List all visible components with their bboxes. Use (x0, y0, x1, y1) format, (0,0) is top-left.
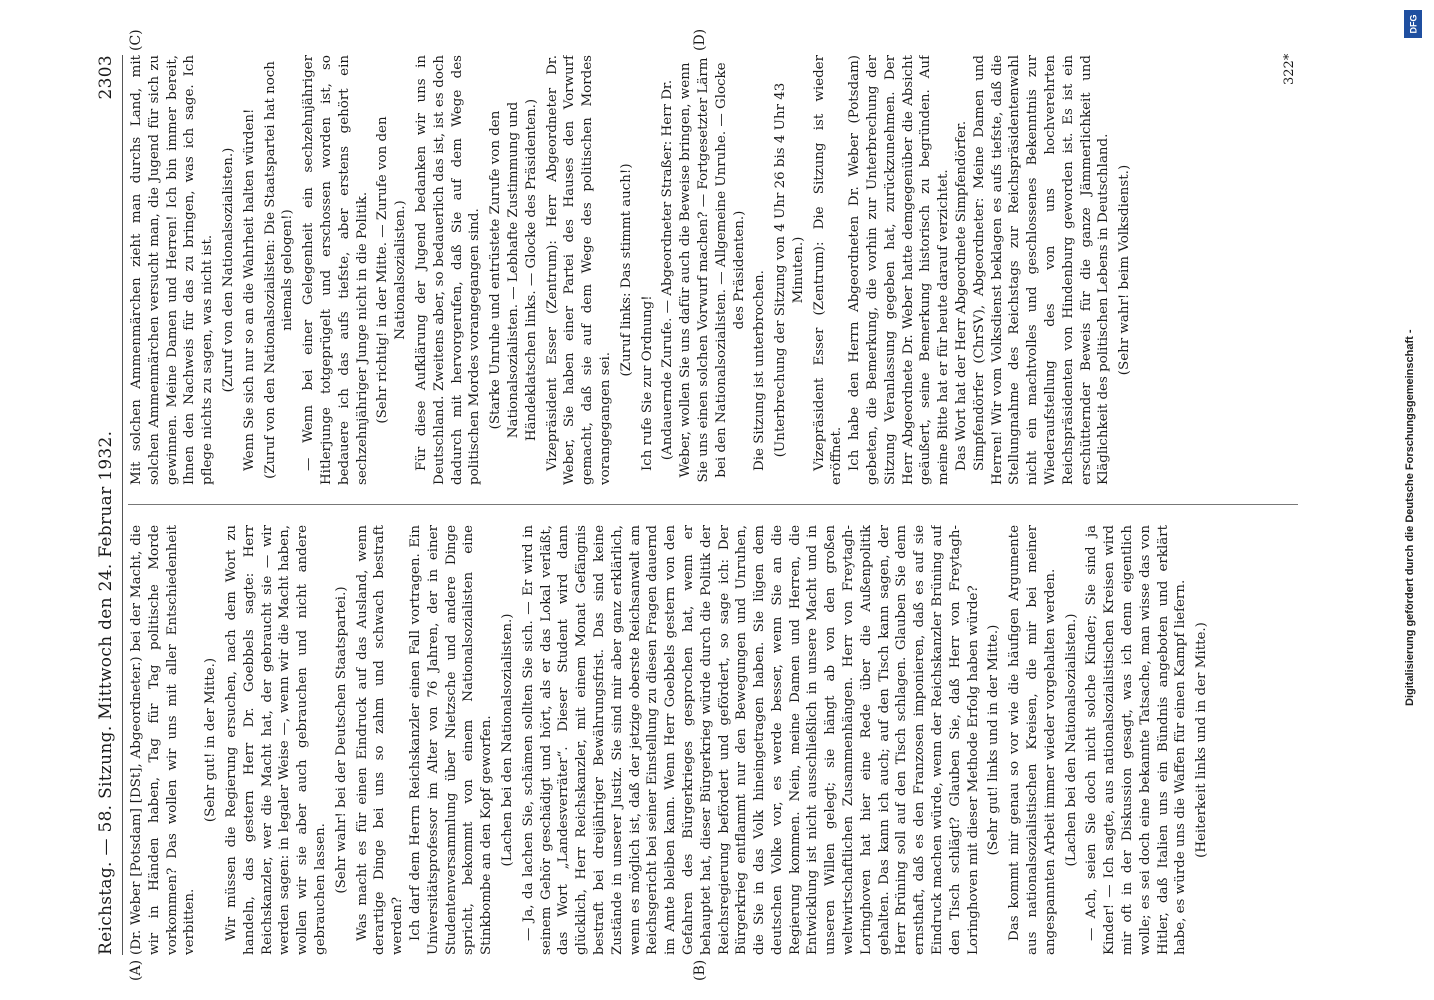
interjection: (Unterbrechung der Sitzung von 4 Uhr 26 bis 4 Uhr 43 Minuten.) (773, 82, 806, 458)
paragraph: Vizepräsident Esser (Zentrum): Herr Abgeordneter Dr. Weber, Sie haben einer Partei des Hauses den Vorwurf gemacht, daß sie auf dem Wege des politischen Mordes vorangegangen sei. (544, 55, 613, 485)
paragraph: Mit solchen Ammenmärchen zieht man durchs Land, mit solchen Ammenmärchen versucht man, die Jugend für sich zu gewinnen. Meine Damen und Herren! Ich bin immer bereit, Ihnen den Nachweis für das zu bringen, was ich sage. Ich pflege nichts zu sagen, was nicht ist. (129, 55, 216, 485)
interjection: (Lachen bei den Nationalsozialisten.) (499, 613, 515, 867)
paragraph: Simpfendörfer (ChrSV), Abgeordneter: Meine Damen und Herren! Wir vom Volksdienst beklagen es aufs tiefste, daß die Stellungnahme des Reichstags zur Reichspräsidentenwahl nicht ein machtvolles und geschlossenes Bekenntnis zur Wiederaufstellung des von uns hochverehrten Reichspräsidenten von Hindenburg geworden ist. Es ist ein erschütternder Beweis für die ganze Jämmerlichkeit und Kläglichkeit des politischen Lebens in Deutschland. (971, 55, 1112, 485)
paragraph: Ich darf dem Herrn Reichskanzler einen Fall vortragen. Ein Universitätsprofessor im Alter von 76 Jahren, der in einer Studentenversammlung über Nietzsche und andere Dinge spricht, bekommt von einem Nationalsozialisten eine Stinkbombe an den Kopf geworfen. (407, 525, 495, 955)
margin-letter-a: (A) (128, 959, 144, 981)
interjection: (Zuruf von den Nationalsozialisten.) (220, 147, 236, 393)
paragraph: Was macht es für einen Eindruck auf das Ausland, wenn derartige Dinge bei uns so zahm und schwach bestraft werden? (354, 525, 406, 955)
interjection: (Zuruf links: Das stimmt auch!) (618, 163, 634, 377)
interjection: (Andauernde Zurufe. — Abgeordneter Straßer: Herr Dr. Weber, wollen Sie uns dafür auch die Beweise bringen, wenn Sie uns einen solchen Vorwurf machen? — Fortgesetzter Lärm bei den Nationalsozialisten. — Allgemeine Unruhe. — Glocke des Präsidenten.) (660, 57, 747, 483)
column-divider (128, 504, 1298, 505)
dfg-watermark-text: Digitalisierung gefördert durch die Deutsche Forschungsgemeinschaft - (1404, 329, 1416, 706)
paragraph: (Dr. Weber [Potsdam] [DSt], Abgeordneter.) bei der Macht, die wir in Händen haben, Tag für Tag politische Morde vorkommen? Das wollen wir uns mit aller Entschiedenheit verbitten. (129, 525, 198, 955)
dfg-watermark (1400, 6, 1426, 996)
left-column (128, 525, 1308, 955)
rotated-page (92, 28, 1307, 981)
paragraph: — Ach, seien Sie doch nicht solche Kinder; Sie sind ja Kinder! — Ich sagte, aus nationalsozialistischen Kreisen wird mir oft in der Diskussion gesagt, was ich denn eigentlich wolle; es sei doch eine bekannte Tatsache, man wisse das von Hitler, daß Italien uns ein Bündnis angeboten und erklärt habe, es würde uns die Waffen für einen Kampf liefern. (1084, 525, 1189, 955)
interjection: (Heiterkeit links und in der Mitte.) (1194, 622, 1210, 858)
margin-letter-b: (B) (692, 959, 708, 981)
interjection: (Starke Unruhe und entrüstete Zurufe von den Nationalsozialisten. — Lebhafte Zustimmung und Händeklatschen links. — Glocke des Präsidenten.) (488, 98, 539, 442)
interjection: (Sehr wahr! beim Volksdienst.) (1117, 164, 1133, 376)
margin-letter-d: (D) (692, 28, 708, 51)
right-column (128, 55, 1308, 485)
interjection: (Sehr wahr! bei der Deutschen Staatspartei.) (333, 586, 349, 894)
interjection: (Zuruf von den Nationalsozialisten: Die Staatspartei hat noch niemals gelogen!) (262, 61, 296, 479)
interjection: (Lachen bei den Nationalsozialisten.) (1063, 613, 1079, 867)
paragraph: Das Wort hat der Herr Abgeordnete Simpfendörfer. (954, 120, 970, 471)
paragraph: Ich rufe Sie zur Ordnung! (639, 295, 655, 471)
dfg-logo: DFG (1404, 10, 1422, 38)
paragraph: Vizepräsident Esser (Zentrum): Die Sitzung ist wieder eröffnet. (811, 55, 845, 485)
paragraph: Das kommt mir genau so vor wie die häufigen Argumente aus nationalsozialistischen Kreisen, die mir bei meiner angespannten Arbeit immer wieder vorgehalten werden. (1007, 525, 1058, 955)
paragraph: Wir müssen die Regierung ersuchen, nach dem Wort zu handeln, das gestern Herr Dr. Goebbels sagte: Herr Reichskanzler, wer die Macht hat, der gebraucht sie — wir werden sagen: in legaler Weise —, wenn wir die Macht haben, wollen wir sie aber auch gebrauchen und nicht andere gebrauchen lassen. (223, 525, 328, 955)
margin-letter-c: (C) (128, 29, 144, 51)
interjection: (Sehr richtig! in der Mitte. — Zurufe von den Nationalsozialisten.) (375, 116, 409, 424)
page-number: 2303 (96, 55, 116, 100)
interjection: (Sehr gut! links und in der Mitte.) (986, 624, 1002, 856)
paragraph: Die Sitzung ist unterbrochen. (752, 270, 768, 471)
paragraph: Für diese Aufklärung der Jugend bedanken wir uns in Deutschland. Zweitens aber, so bedauerlich das ist, ist es doch dadurch mit hervorgerufen, daß Sie auf dem Wege des politischen Mordes vorangegangen sind. (413, 55, 483, 485)
paragraph: — Ja, da lachen Sie, schämen sollten Sie sich. — Er wird in seinem Gehör geschädigt und hört, als er das Lokal verläßt, das Wort „Landesverräter“. Dieser Student wird dann glücklich, Herr Reichskanzler, mit einem Monat Gefängnis bestraft bei dreijähriger Bewährungsfrist. Das sind keine Zustände in unserer Justiz. Sie sind mir aber ganz erklärlich, wenn es möglich ist, daß der jetzige oberste Reichsanwalt am Reichsgericht bei seiner Einstellung zu diesen Fragen dauernd im Amte bleiben kann. Wenn Herr Goebbels gestern von den Gefahren des Bürgerkrieges gesprochen hat, wenn er behauptet hat, dieser Bürgerkrieg würde durch die Politik der Reichsregierung befördert und gefördert, so sage ich: Der Bürgerkrieg entflammt nur den Bewegungen und Unruhen, die Sie in das Volk hineingetragen haben. Sie lügen dem deutschen Volke vor, es werde besser, wenn Sie an die Regierung kommen. Nein, meine Damen und Herren, die Entwicklung ist nicht ausschließlich in unsere Macht und in unseren Willen gelegt; sie hängt ab von den großen weltwirtschaftlichen Zusammenhängen. Herr von Freytagh-Loringhoven hat hier eine Rede über die Außenpolitik gehalten. Das kann ich auch; auf den Tisch kann sagen, der Herr Brüning soll auf den Tisch schlagen. Glauben Sie denn ernsthaft, daß es den Franzosen imponieren, daß es auf sie Eindruck machen würde, wenn der Reichskanzler Brüning auf den Tisch schlägt? Glauben Sie, daß Herr von Freytagh-Loringhoven mit dieser Methode Erfolg haben würde? (520, 525, 981, 955)
interjection: (Sehr gut! in der Mitte.) (203, 657, 219, 823)
paragraph: Wenn Sie sich nur so an die Wahrheit halten würden! (241, 108, 257, 471)
footer-sheet-number: 322* (1282, 53, 1297, 85)
header-title: Reichstag. — 58. Sitzung. Mittwoch den 24. Februar 1932. (96, 430, 116, 955)
page-header (92, 55, 123, 955)
paragraph: Ich habe den Herrn Abgeordneten Dr. Weber (Potsdam) gebeten, die Bemerkung, die vorhin zur Unterbrechung der Sitzung Veranlassung gegeben hat, zurückzunehmen. Der Herr Abgeordnete Dr. Weber hatte demgegenüber die Absicht geäußert, seine Bemerkung historisch zu begründen. Auf meine Bitte hat er für heute darauf verzichtet. (847, 55, 952, 485)
paragraph: — Wenn bei einer Gelegenheit ein sechzehnjähriger Hitlerjunge totgeprügelt und erschossen worden ist, so bedauere ich das aufs tiefste, aber erstens gehört ein sechzehnjähriger Junge nicht in die Politik. (301, 55, 370, 485)
